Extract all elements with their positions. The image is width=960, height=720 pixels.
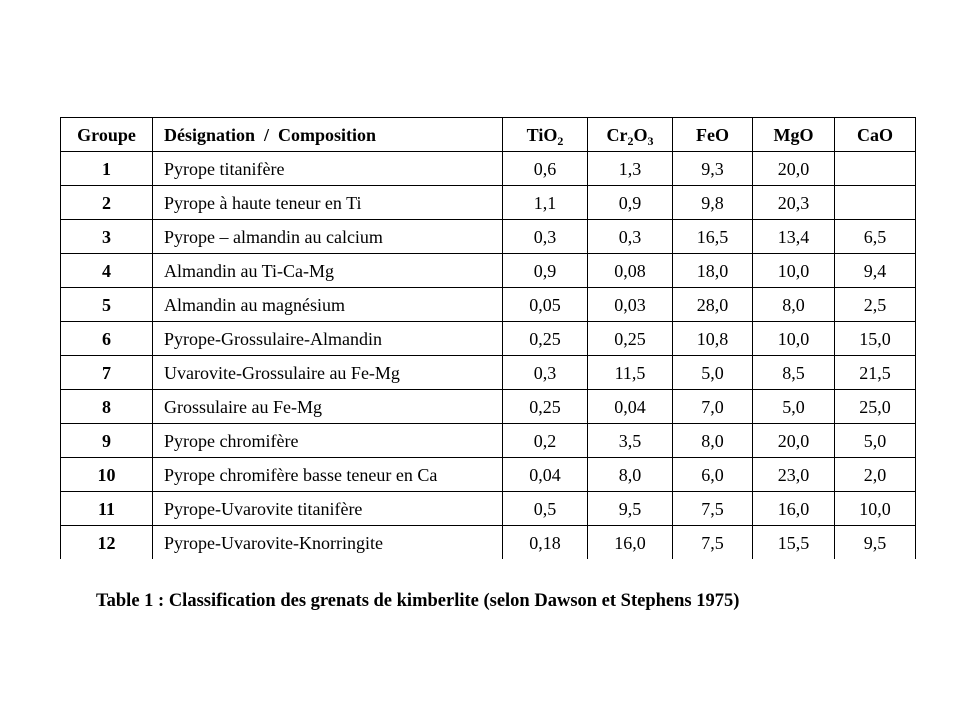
- cell-cr2o3: 8,0: [588, 458, 673, 492]
- cell-tio2: 1,1: [503, 186, 588, 220]
- cell-feo: 28,0: [673, 288, 753, 322]
- header-cr2o3-sub: 2: [627, 133, 634, 148]
- table-row: [61, 288, 916, 322]
- cell-groupe: 1: [61, 152, 153, 186]
- cell-groupe: 6: [61, 322, 153, 356]
- cell-feo: 7,5: [673, 526, 753, 560]
- cell-groupe: 10: [61, 458, 153, 492]
- cell-feo: 18,0: [673, 254, 753, 288]
- cell-groupe: 5: [61, 288, 153, 322]
- header-cao: CaO: [835, 118, 916, 152]
- header-designation: Désignation / Composition: [153, 118, 503, 152]
- cell-cao: 21,5: [835, 356, 916, 390]
- header-tio2: [503, 118, 588, 152]
- cell-tio2: 0,9: [503, 254, 588, 288]
- cell-designation: Pyrope – almandin au calcium: [153, 220, 503, 254]
- header-cr2o3-sub2: 3: [647, 133, 654, 148]
- cell-mgo: 8,5: [753, 356, 835, 390]
- cell-groupe: 9: [61, 424, 153, 458]
- cell-designation: Uvarovite-Grossulaire au Fe-Mg: [153, 356, 503, 390]
- header-cr2o3-mid: O: [633, 124, 648, 145]
- cell-mgo: 10,0: [753, 254, 835, 288]
- cell-cao: 15,0: [835, 322, 916, 356]
- cell-tio2: 0,2: [503, 424, 588, 458]
- table-row: [61, 458, 916, 492]
- cell-mgo: 20,0: [753, 152, 835, 186]
- header-cr2o3-base: Cr: [606, 124, 628, 145]
- cell-tio2: 0,04: [503, 458, 588, 492]
- cell-groupe: 3: [61, 220, 153, 254]
- cell-mgo: 5,0: [753, 390, 835, 424]
- cell-tio2: 0,3: [503, 220, 588, 254]
- cell-cr2o3: 16,0: [588, 526, 673, 560]
- cell-designation: Pyrope-Uvarovite-Knorringite: [153, 526, 503, 560]
- cell-cao: 5,0: [835, 424, 916, 458]
- cell-cao: 2,5: [835, 288, 916, 322]
- cell-cr2o3: 0,08: [588, 254, 673, 288]
- cell-designation: Pyrope à haute teneur en Ti: [153, 186, 503, 220]
- cell-tio2: 0,25: [503, 390, 588, 424]
- header-tio2-sub: 2: [557, 133, 564, 148]
- cell-designation: Pyrope chromifère: [153, 424, 503, 458]
- cell-feo: 9,8: [673, 186, 753, 220]
- cell-cr2o3: 0,3: [588, 220, 673, 254]
- table-row: [61, 356, 916, 390]
- header-tio2-base: TiO: [526, 124, 558, 145]
- table-caption: Table 1 : Classification des grenats de kimberlite (selon Dawson et Stephens 1975): [96, 591, 740, 611]
- cell-tio2: 0,6: [503, 152, 588, 186]
- table-row: [61, 492, 916, 526]
- cell-feo: 7,0: [673, 390, 753, 424]
- cell-tio2: 0,3: [503, 356, 588, 390]
- cell-cr2o3: 3,5: [588, 424, 673, 458]
- cell-designation: Almandin au magnésium: [153, 288, 503, 322]
- cell-feo: 8,0: [673, 424, 753, 458]
- cell-designation: Grossulaire au Fe-Mg: [153, 390, 503, 424]
- cell-mgo: 20,3: [753, 186, 835, 220]
- cell-groupe: 11: [61, 492, 153, 526]
- cell-cao: 25,0: [835, 390, 916, 424]
- cell-tio2: 0,5: [503, 492, 588, 526]
- header-groupe: Groupe: [61, 118, 153, 152]
- header-feo: FeO: [673, 118, 753, 152]
- cell-cr2o3: 0,04: [588, 390, 673, 424]
- cell-feo: 6,0: [673, 458, 753, 492]
- table-row: [61, 424, 916, 458]
- garnet-classification-table: [60, 117, 916, 559]
- cell-mgo: 8,0: [753, 288, 835, 322]
- table-row: [61, 186, 916, 220]
- table-row: [61, 220, 916, 254]
- cell-cao: [835, 152, 916, 186]
- cell-cr2o3: 0,9: [588, 186, 673, 220]
- cell-mgo: 23,0: [753, 458, 835, 492]
- table-row: [61, 254, 916, 288]
- cell-cao: 9,4: [835, 254, 916, 288]
- cell-cr2o3: 0,03: [588, 288, 673, 322]
- cell-cao: 10,0: [835, 492, 916, 526]
- cell-groupe: 8: [61, 390, 153, 424]
- cell-tio2: 0,05: [503, 288, 588, 322]
- cell-designation: Pyrope titanifère: [153, 152, 503, 186]
- header-cr2o3: [588, 118, 673, 152]
- cell-cr2o3: 11,5: [588, 356, 673, 390]
- cell-feo: 5,0: [673, 356, 753, 390]
- cell-cao: 9,5: [835, 526, 916, 560]
- cell-cao: 2,0: [835, 458, 916, 492]
- table-row: [61, 390, 916, 424]
- cell-designation: Pyrope-Grossulaire-Almandin: [153, 322, 503, 356]
- cell-cr2o3: 1,3: [588, 152, 673, 186]
- table-row: [61, 152, 916, 186]
- cell-mgo: 16,0: [753, 492, 835, 526]
- cell-tio2: 0,25: [503, 322, 588, 356]
- header-mgo: MgO: [753, 118, 835, 152]
- cell-feo: 7,5: [673, 492, 753, 526]
- table-row: [61, 526, 916, 560]
- cell-groupe: 2: [61, 186, 153, 220]
- cell-groupe: 12: [61, 526, 153, 560]
- cell-tio2: 0,18: [503, 526, 588, 560]
- cell-mgo: 20,0: [753, 424, 835, 458]
- cell-designation: Pyrope chromifère basse teneur en Ca: [153, 458, 503, 492]
- cell-groupe: 7: [61, 356, 153, 390]
- cell-mgo: 15,5: [753, 526, 835, 560]
- cell-feo: 10,8: [673, 322, 753, 356]
- cell-cr2o3: 9,5: [588, 492, 673, 526]
- cell-feo: 16,5: [673, 220, 753, 254]
- cell-designation: Almandin au Ti-Ca-Mg: [153, 254, 503, 288]
- cell-designation: Pyrope-Uvarovite titanifère: [153, 492, 503, 526]
- cell-cao: [835, 186, 916, 220]
- cell-cr2o3: 0,25: [588, 322, 673, 356]
- table-header-row: [61, 118, 916, 152]
- cell-mgo: 13,4: [753, 220, 835, 254]
- cell-groupe: 4: [61, 254, 153, 288]
- table-body: [61, 152, 916, 560]
- cell-feo: 9,3: [673, 152, 753, 186]
- cell-mgo: 10,0: [753, 322, 835, 356]
- table-row: [61, 322, 916, 356]
- cell-cao: 6,5: [835, 220, 916, 254]
